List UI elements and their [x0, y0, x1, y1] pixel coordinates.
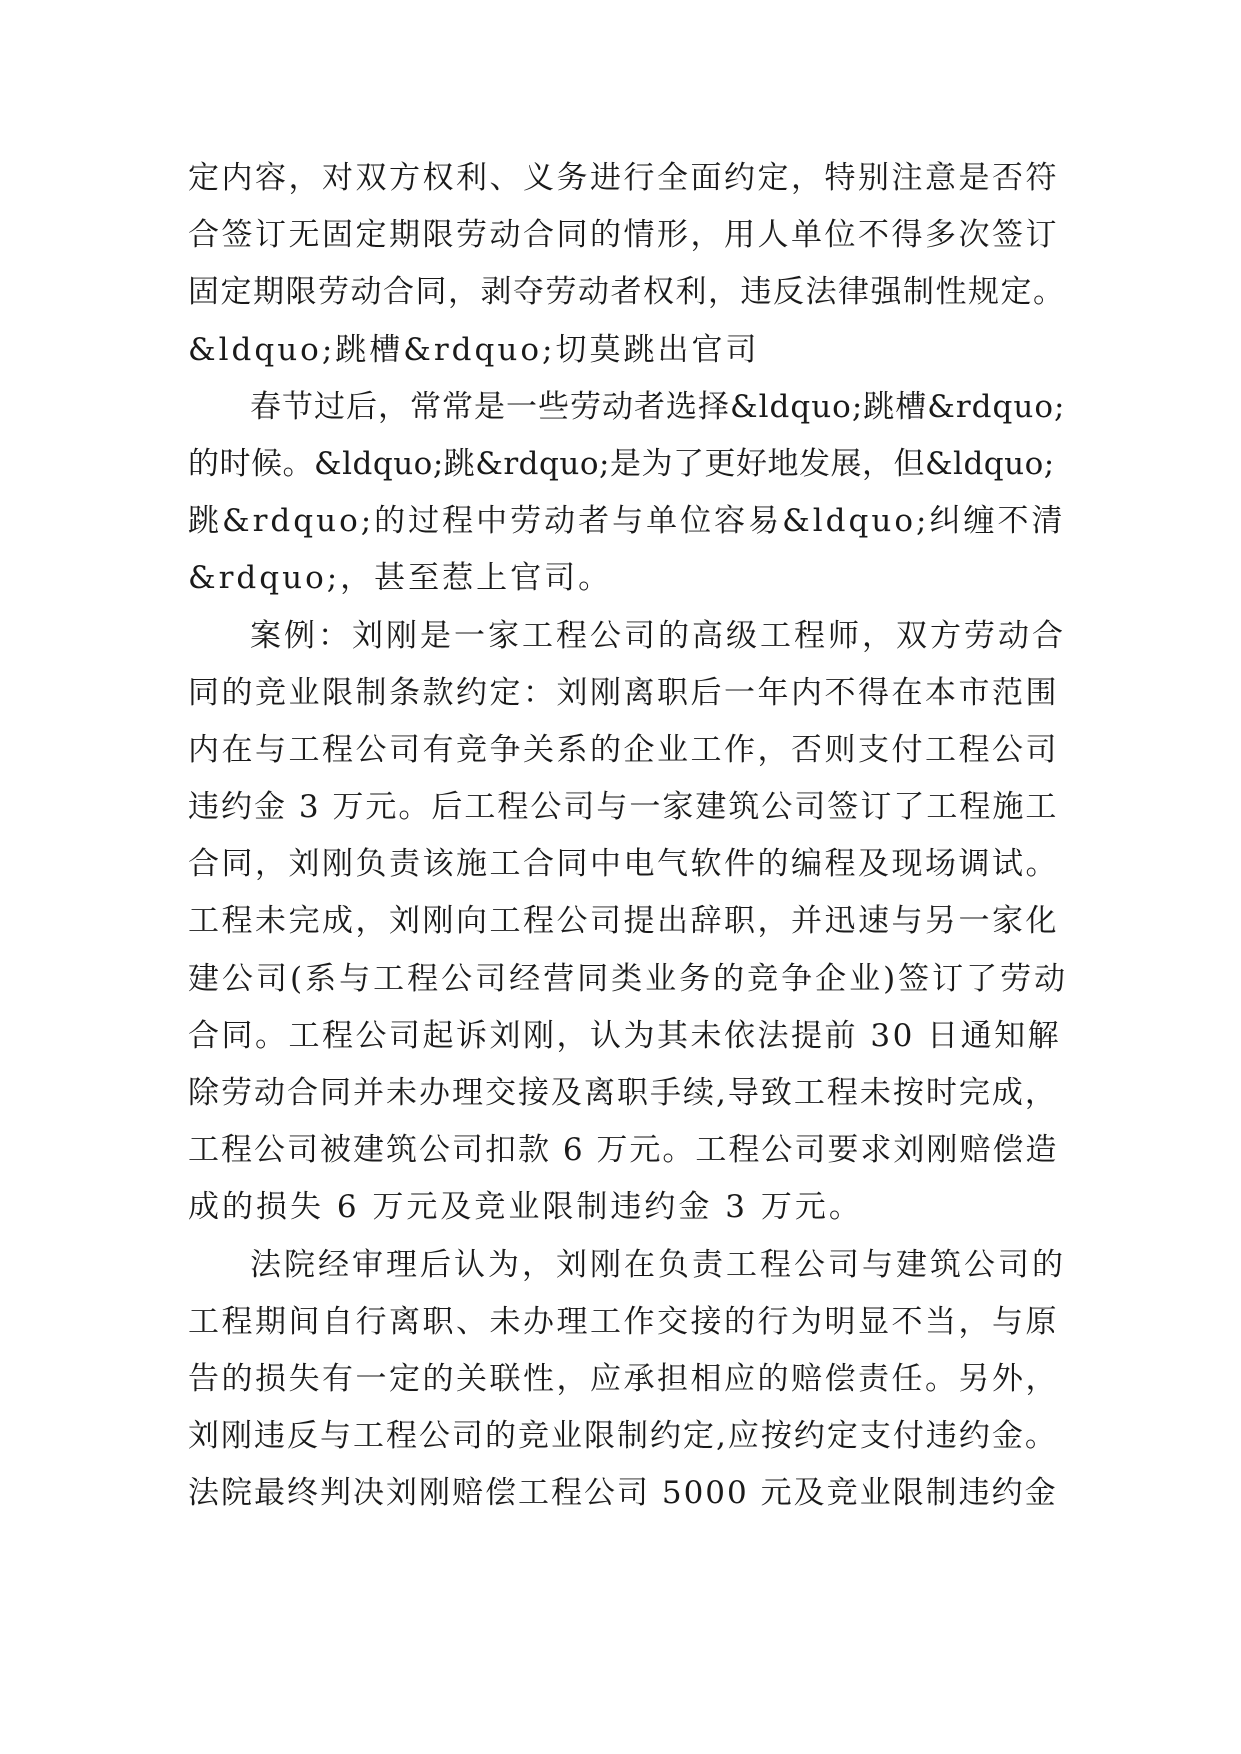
- text-line: 内在与工程公司有竞争关系的企业工作，否则支付工程公司: [188, 731, 1059, 768]
- text-line: 刘刚违反与工程公司的竞业限制约定,应按约定支付违约金。: [188, 1418, 1058, 1455]
- text-line: 工程公司被建筑公司扣款 6 万元。工程公司要求刘刚赔偿造: [188, 1132, 1059, 1169]
- body-text: [188, 150, 1068, 1523]
- text-line: 同的竞业限制条款约定：刘刚离职后一年内不得在本市范围: [188, 674, 1059, 711]
- text-line: 除劳动合同并未办理交接及离职手续,导致工程未按时完成，: [188, 1075, 1058, 1111]
- text-line: 违约金 3 万元。后工程公司与一家建筑公司签订了工程施工: [188, 789, 1059, 826]
- text-line: 合同，刘刚负责该施工合同中电气软件的编程及现场调试。: [188, 846, 1059, 883]
- text-line: 成的损失 6 万元及竞业限制违约金 3 万元。: [188, 1189, 863, 1226]
- text-line: 法院最终判决刘刚赔偿工程公司 5000 元及竞业限制违约金: [188, 1475, 1058, 1512]
- text-line: 合同。工程公司起诉刘刚，认为其未依法提前 30 日通知解: [188, 1017, 1062, 1054]
- text-line: &rdquo;，甚至惹上官司。: [188, 560, 613, 597]
- text-line: 建公司(系与工程公司经营同类业务的竞争企业)签订了劳动: [188, 960, 1069, 997]
- text-line: 的时候。&ldquo;跳&rdquo;是为了更好地发展，但&ldquo;: [188, 445, 1055, 482]
- text-line: 春节过后，常常是一些劳动者选择&ldquo;跳槽&rdquo;: [250, 388, 1066, 425]
- text-line: 固定期限劳动合同，剥夺劳动者权利，违反法律强制性规定。: [188, 274, 1066, 311]
- text-line: 法院经审理后认为，刘刚在负责工程公司与建筑公司的: [250, 1246, 1066, 1283]
- text-line: 合签订无固定期限劳动合同的情形，用人单位不得多次签订: [188, 217, 1059, 254]
- text-line: 工程未完成，刘刚向工程公司提出辞职，并迅速与另一家化: [188, 903, 1059, 940]
- text-line: 告的损失有一定的关联性，应承担相应的赔偿责任。另外，: [188, 1360, 1059, 1397]
- text-line: 工程期间自行离职、未办理工作交接的行为明显不当，与原: [188, 1303, 1059, 1340]
- text-line: 跳&rdquo;的过程中劳动者与单位容易&ldquo;纠缠不清: [188, 503, 1066, 540]
- text-line: 案例：刘刚是一家工程公司的高级工程师，双方劳动合: [250, 617, 1066, 654]
- text-line: &ldquo;跳槽&rdquo;切莫跳出官司: [188, 331, 760, 368]
- text-line: 定内容，对双方权利、义务进行全面约定，特别注意是否符: [188, 160, 1059, 196]
